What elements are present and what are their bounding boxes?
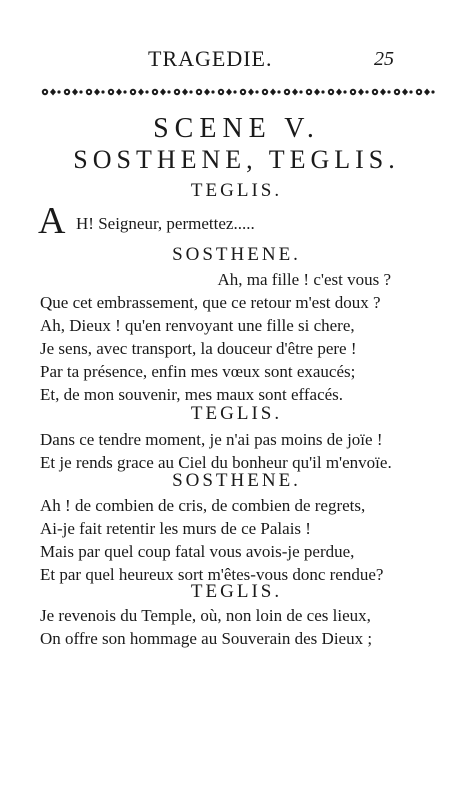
drop-cap: A: [38, 200, 66, 242]
verse-line: Et, de mon souvenir, mes maux sont effacés.: [40, 385, 344, 404]
verse-line: Mais par quel coup fatal vous avois-je perdue,: [40, 542, 355, 561]
speaker-name: SOSTHENE.: [172, 470, 301, 491]
ornamental-rule: [40, 86, 436, 98]
verse-line: Ah, ma fille ! c'est vous ?: [217, 270, 391, 289]
running-title: TRAGEDIE.: [148, 46, 273, 71]
verse-line: Ah ! de combien de cris, de combien de regrets,: [40, 496, 366, 515]
scene-characters: SOSTHENE, TEGLIS.: [73, 145, 400, 174]
verse-line: Ah, Dieux ! qu'en renvoyant une fille si chere,: [40, 316, 355, 335]
verse-line: Et je rends grace au Ciel du bonheur qu'il m'envoïe.: [40, 453, 392, 472]
verse-line: Je sens, avec transport, la douceur d'être pere !: [40, 339, 357, 358]
verse-line: Je revenois du Temple, où, non loin de ces lieux,: [40, 606, 371, 625]
speaker-name: SOSTHENE.: [172, 244, 301, 265]
verse-line: Par ta présence, enfin mes vœux sont exaucés;: [40, 362, 356, 381]
scene-title: SCENE V.: [153, 113, 320, 144]
speaker-name: TEGLIS.: [190, 180, 283, 201]
speaker-name: TEGLIS.: [190, 403, 283, 424]
verse-line: Et par quel heureux sort m'êtes-vous donc rendue?: [40, 565, 384, 584]
running-head: [0, 46, 473, 72]
verse-line: H! Seigneur, permettez.....: [76, 214, 255, 233]
verse-line: On offre son hommage au Souverain des Dieux ;: [40, 629, 373, 648]
verse-line: Que cet embrassement, que ce retour m'est doux ?: [40, 293, 381, 312]
page-number: 25: [374, 48, 394, 70]
verse-line: Ai-je fait retentir les murs de ce Palais !: [40, 519, 311, 538]
verse-line: Dans ce tendre moment, je n'ai pas moins de joïe !: [40, 430, 383, 449]
speaker-name: TEGLIS.: [190, 581, 283, 602]
